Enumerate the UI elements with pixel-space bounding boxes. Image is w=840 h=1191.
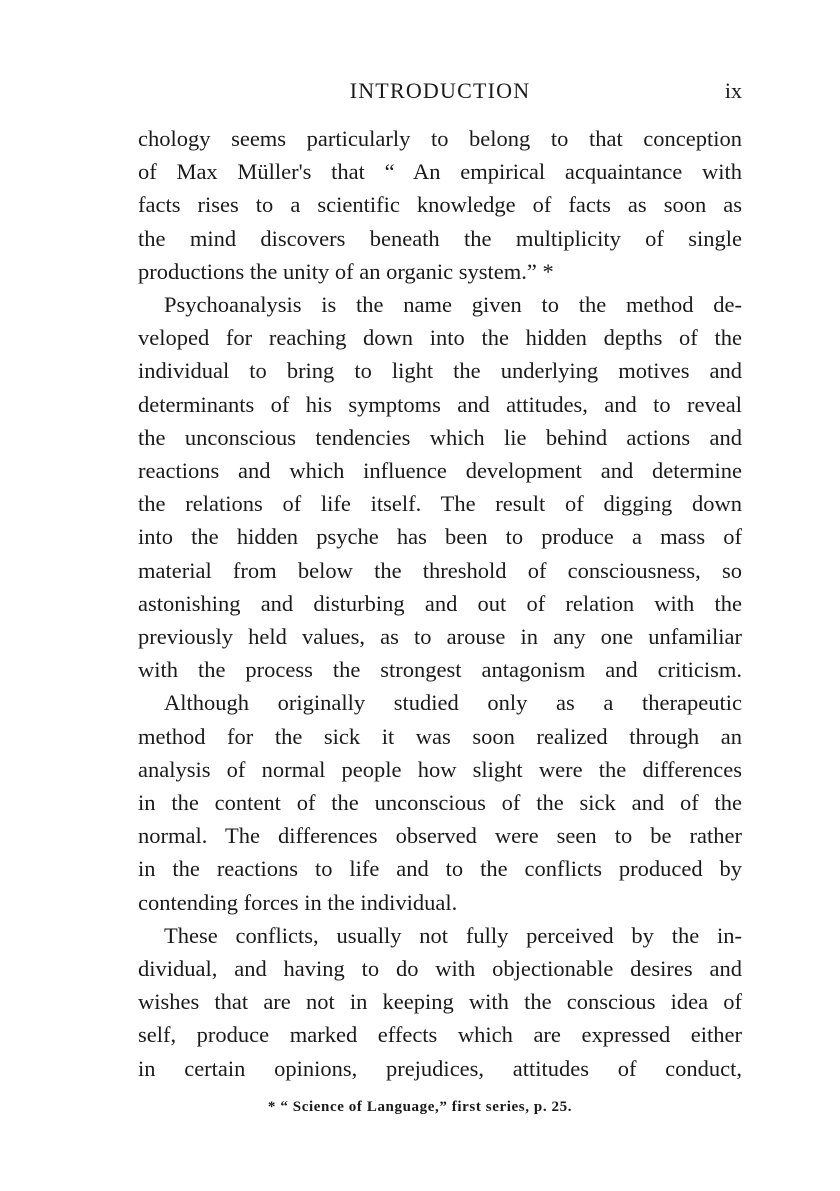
text-line: analysis of normal people how slight were the differences [138,756,742,782]
text-line: in certain opinions, prejudices, attitudes of conduct, [138,1055,742,1081]
text-line: the unconscious tendencies which lie behind actions and [138,424,742,450]
text-line: with the process the strongest antagonism and criticism. [138,657,742,683]
text-line: in the content of the unconscious of the sick and of the [138,790,742,816]
paragraph-4 [138,919,742,1085]
body-text [138,122,742,1085]
text-line: normal. The differences observed were seen to be rather [138,823,742,849]
text-line: the relations of life itself. The result of digging down [138,491,742,517]
running-header [138,78,742,108]
footnote: * “ Science of Language,” first series, p. 25. [267,1099,573,1115]
text-line: astonishing and disturbing and out of relation with the [138,590,742,616]
text-line: method for the sick it was soon realized through an [138,723,742,749]
text-line: Although originally studied only as a therapeutic [164,690,742,716]
paragraph-2 [138,288,742,686]
text-line: into the hidden psyche has been to produce a mass of [138,524,742,550]
page-number: ix [724,78,742,103]
text-line: self, produce marked effects which are expressed either [138,1022,742,1048]
text-line: contending forces in the individual. [138,889,458,915]
text-line: the mind discovers beneath the multiplicity of single [138,225,742,251]
text-line: in the reactions to life and to the conflicts produced by [138,856,742,882]
text-line: reactions and which influence development and determine [138,458,742,484]
text-line: chology seems particularly to belong to that conception [138,126,742,151]
text-line: of Max Müller's that “ An empirical acquaintance with [138,159,742,185]
text-line: These conflicts, usually not fully perceived by the in- [164,922,742,948]
text-line: determinants of his symptoms and attitudes, and to reveal [138,391,742,417]
paragraph-1 [138,122,742,288]
text-line: dividual, and having to do with objectionable desires and [138,956,742,982]
text-line: material from below the threshold of consciousness, so [138,557,742,583]
running-title: INTRODUCTION [349,78,531,103]
text-line: veloped for reaching down into the hidden depths of the [138,325,742,351]
paragraph-3 [138,686,742,918]
text-line: previously held values, as to arouse in any one unfamiliar [138,624,742,650]
text-line: facts rises to a scientific knowledge of facts as soon as [138,192,742,218]
text-line: productions the unity of an organic system.” * [138,258,554,284]
text-line: individual to bring to light the underlying motives and [138,358,742,384]
text-line: wishes that are not in keeping with the conscious idea of [138,989,742,1015]
text-line: Psychoanalysis is the name given to the method de- [164,292,742,318]
